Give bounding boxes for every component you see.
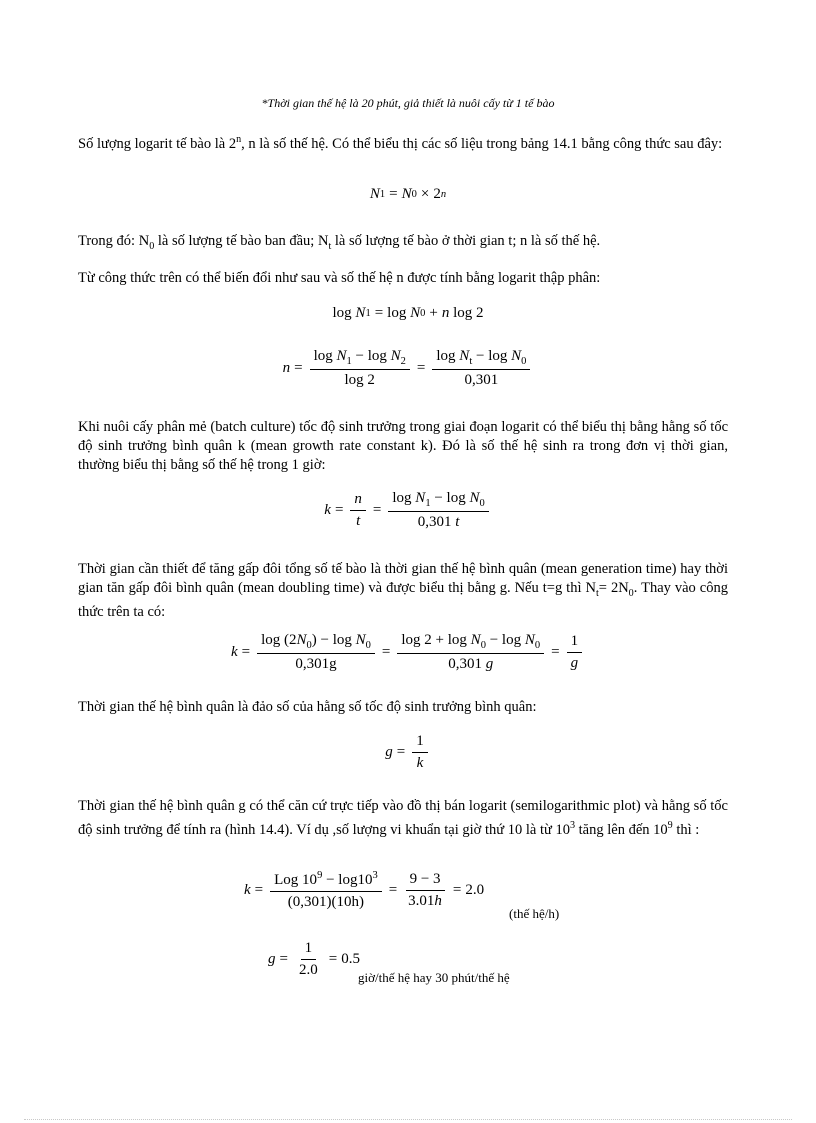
paragraph-transform: Từ công thức trên có thể biến đổi như sau và số thế hệ n được tính bằng logarit thập phân: bbox=[78, 270, 601, 286]
unit-k: (thế hệ/h) bbox=[509, 906, 560, 921]
unit-g: giờ/thế hệ hay 30 phút/thế hệ bbox=[358, 970, 510, 985]
equation-log: log N 1 = log N 0 + n log 2 bbox=[332, 305, 484, 321]
equation-k: k = $\frac{n}{t}$ = $\frac{\log N_1 - \log N_0}{0,301 t}$ bbox=[0, 490, 816, 531]
page-divider bbox=[24, 1119, 792, 1120]
equation-k-g: k = $\frac{\log (2N_0) - \log N_0}{0,301g}$ = $\frac{\log 2 + \log N_0 - \log N_0}{0,301 g}$ = $\frac{1}{g}$ bbox=[0, 632, 816, 673]
equation-k-example: k = $\frac{Log 10^9 - \log 10^3}{(0,301)(10h)}$ = $\frac{9 - 3}{3.01h}$ = 2.0 bbox=[244, 870, 485, 910]
equation-n: n = $\frac{\log N_1 - \log N_2}{\log 2}$ = $\frac{\log N_t - \log N_0}{0,301}$ bbox=[0, 348, 816, 389]
equation-g-example: g = $\frac{1}{2.0}$ = 0.5 bbox=[268, 940, 360, 978]
paragraph-definitions: Trong đó: $N_0$ là số lượng tế bào ban đầu; $N_t$ là số lượng tế bào ở thời gian t; n là số thế hệ. bbox=[78, 233, 601, 252]
equation-n1: N 1 = N 0 × 2 n bbox=[369, 186, 447, 202]
equation-g: g = $\frac{1}{k}$ bbox=[0, 733, 816, 772]
paragraph-inverse: Thời gian thế hệ bình quân là đảo số của hằng số tốc độ sinh trưởng bình quân: bbox=[78, 699, 537, 715]
paragraph-log-count: Số lượng logarit tế bào là 2$^n$, n là số thế hệ. Có thể biểu thị các số liệu trong bảng 14.1 bằng công thức sau đây: bbox=[78, 134, 723, 152]
paragraph-example: Thời gian thế hệ bình quân g có thể căn cứ trực tiếp vào đồ thị bán logarit (semilogarithmic plot) và hằng số tốc độ sinh trưởng để tính ra (hình 14.4). Ví dụ ,số lượng vi khuẩn tại giờ thứ 10 là từ $10^3$ tăng lên đến $10^9$ thì : bbox=[78, 798, 728, 838]
paragraph-generation-time: Thời gian cần thiết để tăng gấp đôi tổng số tế bào là thời gian thế hệ bình quân (mean generation time) hay thời gian tăn gấp đôi bình quân (mean doubling time) và được biểu thị bằng g. Nếu t=g thì $N_t= 2N_0$. Thay vào công thức trên ta có: bbox=[78, 561, 728, 620]
table-caption: *Thời gian thế hệ là 20 phút, giả thiết là nuôi cấy từ 1 tế bào bbox=[261, 96, 555, 110]
paragraph-batch-culture: Khi nuôi cấy phân mẻ (batch culture) tốc độ sinh trưởng trong giai đoạn logarit có thể biểu thị bằng hằng số tốc độ sinh trưởng bình quân k (mean growth rate constant k). Đó là số thế hệ sinh ra trong đơn vị thời gian, thường biểu thị bằng số thế hệ trong 1 giờ: bbox=[78, 419, 728, 473]
